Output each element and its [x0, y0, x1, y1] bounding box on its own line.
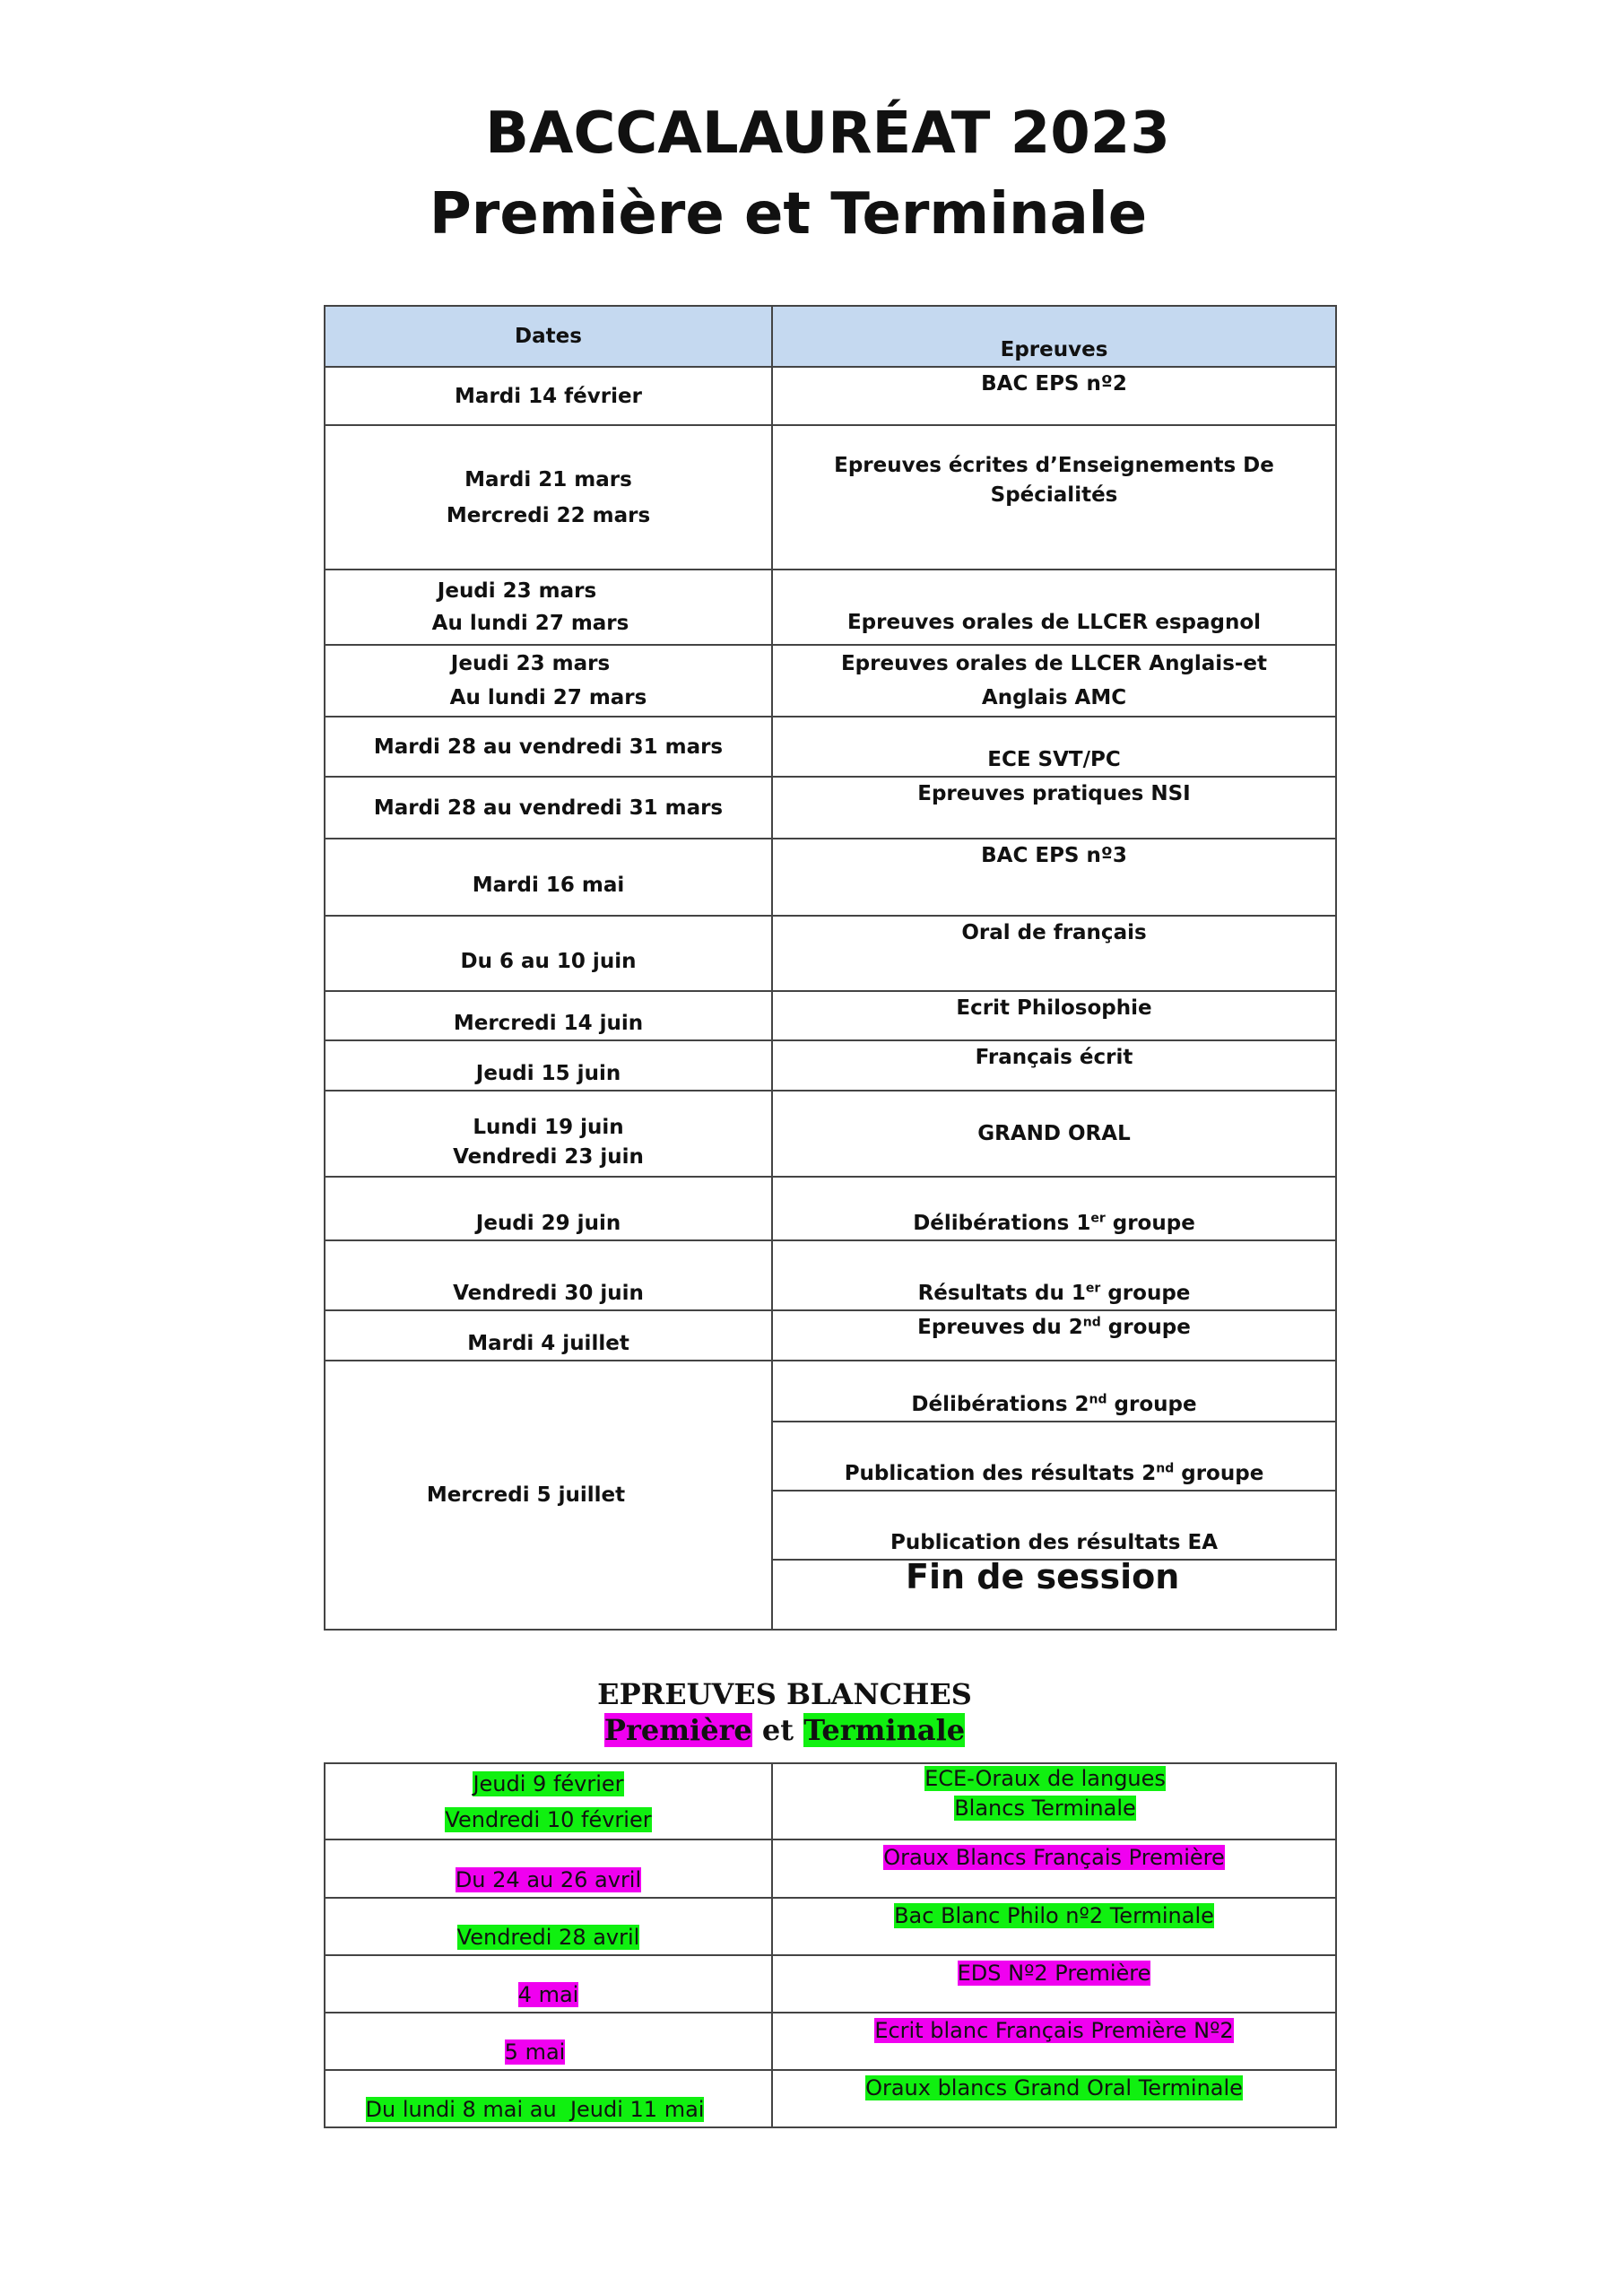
- epreuve-text: groupe: [1174, 1462, 1264, 1485]
- page-subtitle: Première et Terminale: [429, 181, 1148, 248]
- epreuve-line: Anglais AMC: [981, 686, 1127, 709]
- table-row: [325, 1839, 1336, 1898]
- date-text: Jeudi 9 février: [473, 1770, 624, 1796]
- epreuve-cell: [772, 1240, 1336, 1310]
- date-cell: Mardi 4 juillet: [325, 1310, 772, 1361]
- epreuve-text: Ecrit blanc Français Première Nº2: [874, 2018, 1234, 2043]
- epreuve-text: Oraux blancs Grand Oral Terminale: [865, 2075, 1243, 2100]
- epreuve-text: groupe: [1105, 1212, 1195, 1235]
- table-row: [325, 777, 1336, 839]
- table-row: [325, 1898, 1336, 1955]
- epreuve-cell: Epreuves orales de LLCER espagnol: [772, 570, 1336, 645]
- epreuve-cell: GRAND ORAL: [772, 1091, 1336, 1177]
- table-row: [325, 570, 1336, 645]
- date-cell: Jeudi 29 juin: [325, 1177, 772, 1240]
- epreuve-text: Résultats du 1: [917, 1282, 1086, 1305]
- date-cell: [325, 1091, 772, 1177]
- epreuve-line: Spécialités: [990, 483, 1118, 507]
- epreuve-text: EDS Nº2 Première: [957, 1961, 1151, 1986]
- table-header-row: [325, 306, 1336, 367]
- table-row: [325, 991, 1336, 1040]
- epreuve-line: Epreuves orales de LLCER Anglais-et: [840, 652, 1268, 675]
- epreuve-cell: ECE SVT/PC: [772, 717, 1336, 777]
- date-cell: Jeudi 15 juin: [325, 1040, 772, 1091]
- epreuve-text: Blancs Terminale: [954, 1796, 1136, 1821]
- date-cell: [325, 1763, 772, 1839]
- epreuve-cell: Français écrit: [772, 1040, 1336, 1091]
- table-row: [325, 839, 1336, 916]
- table-row: [325, 1763, 1336, 1839]
- epreuve-cell: [772, 2070, 1336, 2127]
- fin-de-session-text: Fin de session: [906, 1557, 1180, 1596]
- superscript: nd: [1082, 1315, 1101, 1330]
- date-line: Au lundi 27 mars: [431, 612, 629, 635]
- date-cell: Mardi 16 mai: [325, 839, 772, 916]
- date-line: Au lundi 27 mars: [449, 686, 647, 709]
- epreuve-cell: [772, 425, 1336, 570]
- schedule-table: [324, 305, 1337, 1631]
- epreuve-text: Bac Blanc Philo nº2 Terminale: [894, 1903, 1214, 1928]
- date-cell: Mardi 28 au vendredi 31 mars: [325, 717, 772, 777]
- epreuve-text: Publication des résultats 2: [844, 1462, 1157, 1485]
- table-row: [325, 916, 1336, 991]
- date-line: [334, 1766, 762, 1802]
- date-cell: [325, 2013, 772, 2070]
- date-cell: Vendredi 30 juin: [325, 1240, 772, 1310]
- table-row: [325, 2013, 1336, 2070]
- table-row: [325, 1310, 1336, 1361]
- epreuve-cell: BAC EPS nº3: [772, 839, 1336, 916]
- blanches-table: [324, 1762, 1337, 2128]
- date-cell: [325, 1839, 772, 1898]
- epreuve-cell: [772, 1763, 1336, 1839]
- date-line: Jeudi 23 mars: [450, 652, 611, 675]
- date-text: Du lundi 8 mai au Jeudi 11 mai: [365, 2097, 705, 2122]
- date-cell: Mardi 28 au vendredi 31 mars: [325, 777, 772, 839]
- date-cell: Mardi 14 février: [325, 367, 772, 425]
- date-text: 4 mai: [517, 1982, 579, 2007]
- date-line: Vendredi 23 juin: [453, 1145, 644, 1169]
- superscript: er: [1085, 1281, 1101, 1296]
- date-cell: [325, 1955, 772, 2013]
- epreuve-cell: [772, 1955, 1336, 2013]
- epreuve-text: Délibérations 2: [911, 1393, 1089, 1416]
- epreuve-cell: [772, 1310, 1336, 1361]
- table-row: [325, 717, 1336, 777]
- superscript: nd: [1156, 1461, 1175, 1476]
- epreuve-line: [764, 1764, 1326, 1794]
- epreuve-cell: BAC EPS nº2: [772, 367, 1336, 425]
- et-label: et: [751, 1713, 804, 1747]
- table-row: [325, 1091, 1336, 1177]
- epreuve-text: groupe: [1100, 1282, 1191, 1305]
- date-cell: [325, 2070, 772, 2127]
- epreuve-cell: [772, 2013, 1336, 2070]
- date-cell: Mercredi 5 juillet: [325, 1361, 772, 1630]
- superscript: er: [1090, 1211, 1106, 1226]
- header-dates: Dates: [325, 306, 772, 367]
- epreuve-cell: [772, 1361, 1336, 1422]
- date-cell: [325, 645, 772, 717]
- blanches-subtitle: [0, 1713, 1569, 1747]
- table-row: [325, 1177, 1336, 1240]
- epreuve-cell: [772, 1422, 1336, 1491]
- epreuve-text: Oraux Blancs Français Première: [883, 1845, 1225, 1870]
- epreuve-text: Délibérations 1: [913, 1212, 1091, 1235]
- header-epreuves: Epreuves: [772, 306, 1336, 367]
- table-row: [325, 1240, 1336, 1310]
- epreuve-cell: [772, 1177, 1336, 1240]
- epreuve-line: [764, 1794, 1326, 1823]
- fin-de-session: [772, 1557, 1336, 1630]
- date-cell: [325, 570, 772, 645]
- epreuve-text: groupe: [1100, 1316, 1191, 1339]
- blanches-title: EPREUVES BLANCHES: [597, 1677, 972, 1711]
- date-text: Vendredi 10 février: [445, 1806, 652, 1832]
- table-row: [325, 367, 1336, 425]
- premiere-label: Première: [603, 1713, 752, 1747]
- epreuve-text: Epreuves du 2: [917, 1316, 1083, 1339]
- table-row: [325, 645, 1336, 717]
- date-cell: Mercredi 14 juin: [325, 991, 772, 1040]
- date-line: Mardi 21 mars: [464, 467, 632, 491]
- date-line: Lundi 19 juin: [473, 1116, 624, 1139]
- date-cell: [325, 425, 772, 570]
- date-text: Du 24 au 26 avril: [455, 1867, 642, 1892]
- table-row: [325, 1361, 1336, 1422]
- epreuve-cell: Ecrit Philosophie: [772, 991, 1336, 1040]
- terminale-label: Terminale: [803, 1713, 966, 1747]
- epreuve-text: groupe: [1107, 1393, 1197, 1416]
- table-row: [325, 1955, 1336, 2013]
- epreuve-text: ECE-Oraux de langues: [924, 1766, 1166, 1791]
- table-row: [325, 425, 1336, 570]
- epreuve-cell: [772, 645, 1336, 717]
- epreuve-cell: Oral de français: [772, 916, 1336, 991]
- date-text: Vendredi 28 avril: [456, 1925, 640, 1950]
- date-cell: [325, 1898, 772, 1955]
- table-row: [325, 1040, 1336, 1091]
- date-text: 5 mai: [504, 2039, 566, 2065]
- table-row: [325, 2070, 1336, 2127]
- date-line: [334, 1802, 762, 1838]
- date-line: Mercredi 22 mars: [446, 503, 651, 527]
- epreuve-cell: [772, 1839, 1336, 1898]
- epreuve-cell: Publication des résultats EA: [772, 1491, 1336, 1560]
- epreuve-cell: [772, 1898, 1336, 1955]
- epreuve-line: Epreuves écrites d’Enseignements De: [834, 454, 1274, 477]
- epreuve-cell: Epreuves pratiques NSI: [772, 777, 1336, 839]
- date-cell: Du 6 au 10 juin: [325, 916, 772, 991]
- date-line: Jeudi 23 mars: [437, 579, 597, 603]
- superscript: nd: [1089, 1392, 1107, 1407]
- page-title: BACCALAURÉAT 2023: [485, 100, 1170, 167]
